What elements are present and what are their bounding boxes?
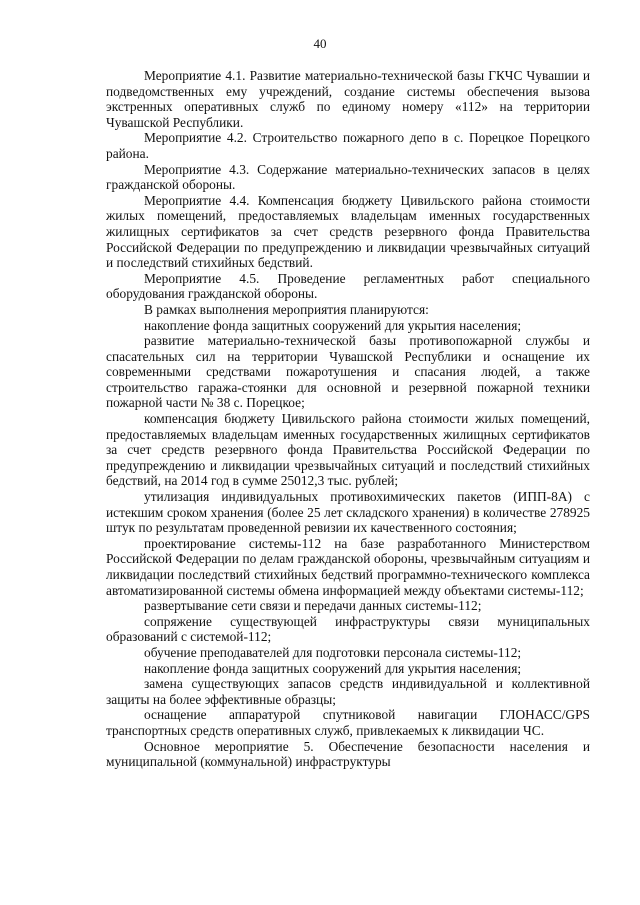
list-item-fire-service-development: развитие материально-технической базы противопожарной службы и спасательных сил на территории Чувашской Республики и оснащение их современными средствами пожаротушения и спасания людей, а также строительство гаража-стоянки для основной и резервной пожарной техники пожарной части № 38 с. Порецкое; <box>106 333 590 411</box>
list-item-teacher-training: обучение преподавателей для подготовки персонала системы-112; <box>144 644 522 660</box>
paragraph-measure-4-4: Мероприятие 4.4. Компенсация бюджету Цивильского района стоимости жилых помещений, предоставляемых владельцам именных государственных жилищных сертификатов за счет средств резервного фонда Правительства Российской Федерации по предупреждению и ликвидации чрезвычайных ситуаций и последствий стихийных бедствий. <box>106 192 590 271</box>
paragraph-main-measure-5: Основное мероприятие 5. Обеспечение безопасности населения и муниципальной (коммунальной) инфраструктуры <box>106 738 590 770</box>
list-item-shelter-fund: накопление фонда защитных сооружений для укрытия населения; <box>144 317 522 333</box>
document-body <box>106 68 590 770</box>
paragraph-planned-intro: В рамках выполнения мероприятия планируются: <box>144 301 429 317</box>
paragraph-measure-4-1: Мероприятие 4.1. Развитие материально-технической базы ГКЧС Чувашии и подведомственных ему учреждений, создание системы обеспечения вызова экстренных оперативных служб по единому номеру «112» на территории Чувашской Республики. <box>106 68 590 130</box>
list-item-ipp-disposal: утилизация индивидуальных противохимических пакетов (ИПП-8А) с истекшим сроком хранения (более 25 лет складского хранения) в количестве 278925 штук по результатам проведенной ревизии их качественного состояния; <box>106 489 590 536</box>
list-item-system-112-design: проектирование системы-112 на базе разработанного Министерством Российской Федерации по делам гражданской обороны, чрезвычайным ситуациям и ликвидации последствий стихийных бедствий программно-технического комплекса автоматизированной системы обмена информацией между объектами системы-112; <box>106 535 590 598</box>
list-item-protection-replacement: замена существующих запасов средств индивидуальной и коллективной защиты на более эффективные образцы; <box>106 676 590 707</box>
paragraph-measure-4-5: Мероприятие 4.5. Проведение регламентных работ специального оборудования гражданской обороны. <box>106 270 590 302</box>
page-number: 40 <box>313 36 327 51</box>
list-item-network-deployment: развертывание сети связи и передачи данных системы-112; <box>144 598 482 614</box>
list-item-shelter-fund-repeat: накопление фонда защитных сооружений для укрытия населения; <box>144 660 522 676</box>
list-item-infrastructure-interface: сопряжение существующей инфраструктуры связи муниципальных образований с системой-112; <box>106 613 590 645</box>
paragraph-measure-4-3: Мероприятие 4.3. Содержание материально-технических запасов в целях гражданской обороны. <box>106 161 590 193</box>
list-item-glonass-equipment: оснащение аппаратурой спутниковой навигации ГЛОНАСС/GPS транспортных средств оперативных служб, привлекаемых к ликвидации ЧС. <box>106 707 590 738</box>
paragraph-measure-4-2: Мероприятие 4.2. Строительство пожарного депо в с. Порецкое Порецкого района. <box>106 130 590 161</box>
list-item-housing-compensation: компенсация бюджету Цивильского района стоимости жилых помещений, предоставляемых владельцам именных государственных жилищных сертификатов за счет средств резервного фонда Правительства Российской Федерации по предупреждению и ликвидации чрезвычайных ситуаций и последствий стихийных бедствий, на 2014 год в сумме 25012,3 тыс. рублей; <box>106 411 590 489</box>
